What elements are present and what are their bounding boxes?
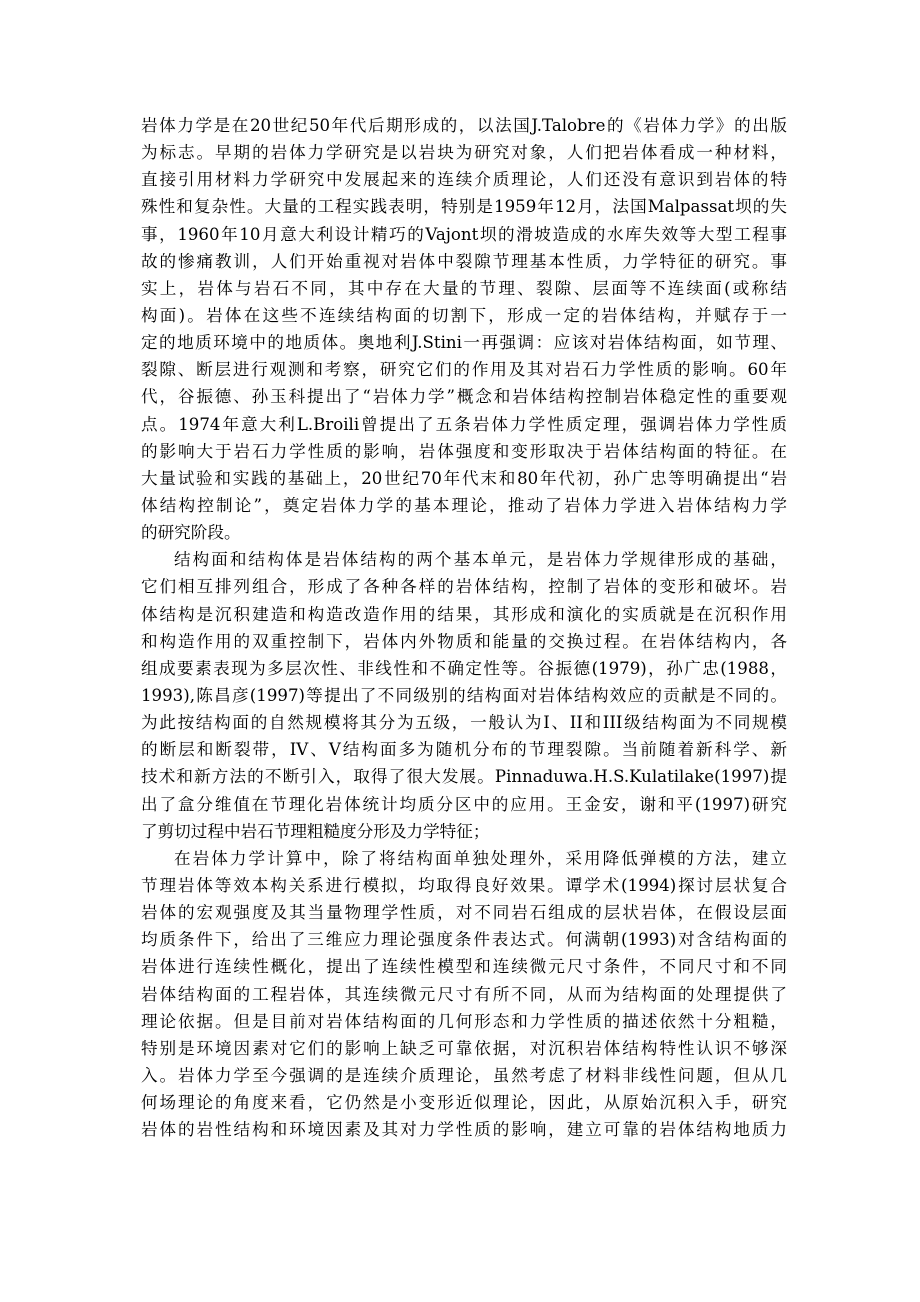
text-line: 均质条件下，给出了三维应力理论强度条件表达式。何满朝(1993)对含结构面的 xyxy=(141,930,787,950)
text-line: 裂隙、断层进行观测和考察，研究它们的作用及其对岩石力学性质的影响。60年 xyxy=(141,360,787,380)
text-line: 事，1960年10月意大利设计精巧的Vajont坝的滑坡造成的水库失效等大型工程事 xyxy=(141,224,787,244)
text-line: 直接引用材料力学研究中发展起来的连续介质理论，人们还没有意识到岩体的特 xyxy=(141,170,787,190)
text-line: 体结构控制论”，奠定岩体力学的基本理论，推动了岩体力学进入岩体结构力学 xyxy=(141,495,787,515)
text-line: 它们相互排列组合，形成了各种各样的岩体结构，控制了岩体的变形和破坏。岩 xyxy=(141,577,787,597)
text-line: 何场理论的角度来看，它仍然是小变形近似理论，因此，从原始沉积入手，研究 xyxy=(141,1093,787,1113)
paragraph-history xyxy=(141,112,787,546)
text-line: 入。岩体力学至今强调的是连续介质理论，虽然考虑了材料非线性问题，但从几 xyxy=(141,1065,787,1085)
text-line: 的研究阶段。 xyxy=(141,523,241,543)
text-line: 组成要素表现为多层次性、非线性和不确定性等。谷振德(1979)，孙广忠(1988， xyxy=(141,658,787,678)
text-line: 岩体力学是在20世纪50年代后期形成的，以法国J.Talobre的《岩体力学》的出版 xyxy=(141,116,787,135)
text-line: 岩体的宏观强度及其当量物理学性质，对不同岩石组成的层状岩体，在假设层面 xyxy=(141,903,787,923)
text-line: 岩体的岩性结构和环境因素及其对力学性质的影响，建立可靠的岩体结构地质力 xyxy=(141,1120,787,1140)
text-line: 出了盒分维值在节理化岩体统计均质分区中的应用。王金安，谢和平(1997)研究 xyxy=(141,794,787,814)
text-line: 节理岩体等效本构关系进行模拟，均取得良好效果。谭学术(1994)探讨层状复合 xyxy=(141,875,787,895)
text-line: 为标志。早期的岩体力学研究是以岩块为研究对象，人们把岩体看成一种材料， xyxy=(141,143,787,163)
text-line: 在岩体力学计算中，除了将结构面单独处理外，采用降低弹模的方法，建立 xyxy=(174,848,787,868)
text-line: 的断层和断裂带，IV、V结构面多为随机分布的节理裂隙。当前随着新科学、新 xyxy=(141,740,787,760)
paragraph-computation xyxy=(141,845,787,1144)
text-line: 和构造作用的双重控制下，岩体内外物质和能量的交换过程。在岩体结构内，各 xyxy=(141,631,787,651)
text-line: 岩体结构面的工程岩体，其连续微元尺寸有所不同，从而为结构面的处理提供了 xyxy=(141,984,787,1004)
text-line: 的影响大于岩石力学性质的影响，岩体强度和变形取决于岩体结构面的特征。在 xyxy=(141,441,787,461)
text-line: 1993),陈昌彦(1997)等提出了不同级别的结构面对岩体结构效应的贡献是不同的。 xyxy=(141,685,787,705)
text-line: 结构面和结构体是岩体结构的两个基本单元，是岩体力学规律形成的基础， xyxy=(174,550,787,570)
text-line: 大量试验和实践的基础上，20世纪70年代末和80年代初，孙广忠等明确提出“岩 xyxy=(141,468,787,488)
body-text xyxy=(141,112,787,1143)
text-line: 代，谷振德、孙玉科提出了“岩体力学”概念和岩体结构控制岩体稳定性的重要观 xyxy=(141,387,787,407)
text-line: 定的地质环境中的地质体。奥地利J.Stini一再强调：应该对岩体结构面，如节理、 xyxy=(141,333,787,353)
text-line: 为此按结构面的自然规模将其分为五级，一般认为I、II和III级结构面为不同规模 xyxy=(141,713,787,733)
text-line: 殊性和复杂性。大量的工程实践表明，特别是1959年12月，法国Malpassat坝的失 xyxy=(141,197,787,217)
text-line: 实上，岩体与岩石不同，其中存在大量的节理、裂隙、层面等不连续面(或称结 xyxy=(141,278,787,298)
text-line: 点。1974年意大利L.Broili曾提出了五条岩体力学性质定理，强调岩体力学性质 xyxy=(141,414,787,434)
text-line: 理论依据。但是目前对岩体结构面的几何形态和力学性质的描述依然十分粗糙， xyxy=(141,1011,787,1031)
text-line: 体结构是沉积建造和构造改造作用的结果，其形成和演化的实质就是在沉积作用 xyxy=(141,604,787,624)
text-line: 岩体进行连续性概化，提出了连续性模型和连续微元尺寸条件，不同尺寸和不同 xyxy=(141,957,787,977)
text-line: 特别是环境因素对它们的影响上缺乏可靠依据，对沉积岩体结构特性认识不够深 xyxy=(141,1038,787,1058)
text-line: 构面)。岩体在这些不连续结构面的切割下，形成一定的岩体结构，并赋存于一 xyxy=(141,305,787,325)
text-line: 了剪切过程中岩石节理粗糙度分形及力学特征； xyxy=(141,821,490,841)
text-line: 技术和新方法的不断引入，取得了很大发展。Pinnaduwa.H.S.Kulatilake(1997)提 xyxy=(141,767,787,787)
paragraph-structure xyxy=(141,546,787,845)
text-line: 故的惨痛教训，人们开始重视对岩体中裂隙节理基本性质，力学特征的研究。事 xyxy=(141,251,787,271)
